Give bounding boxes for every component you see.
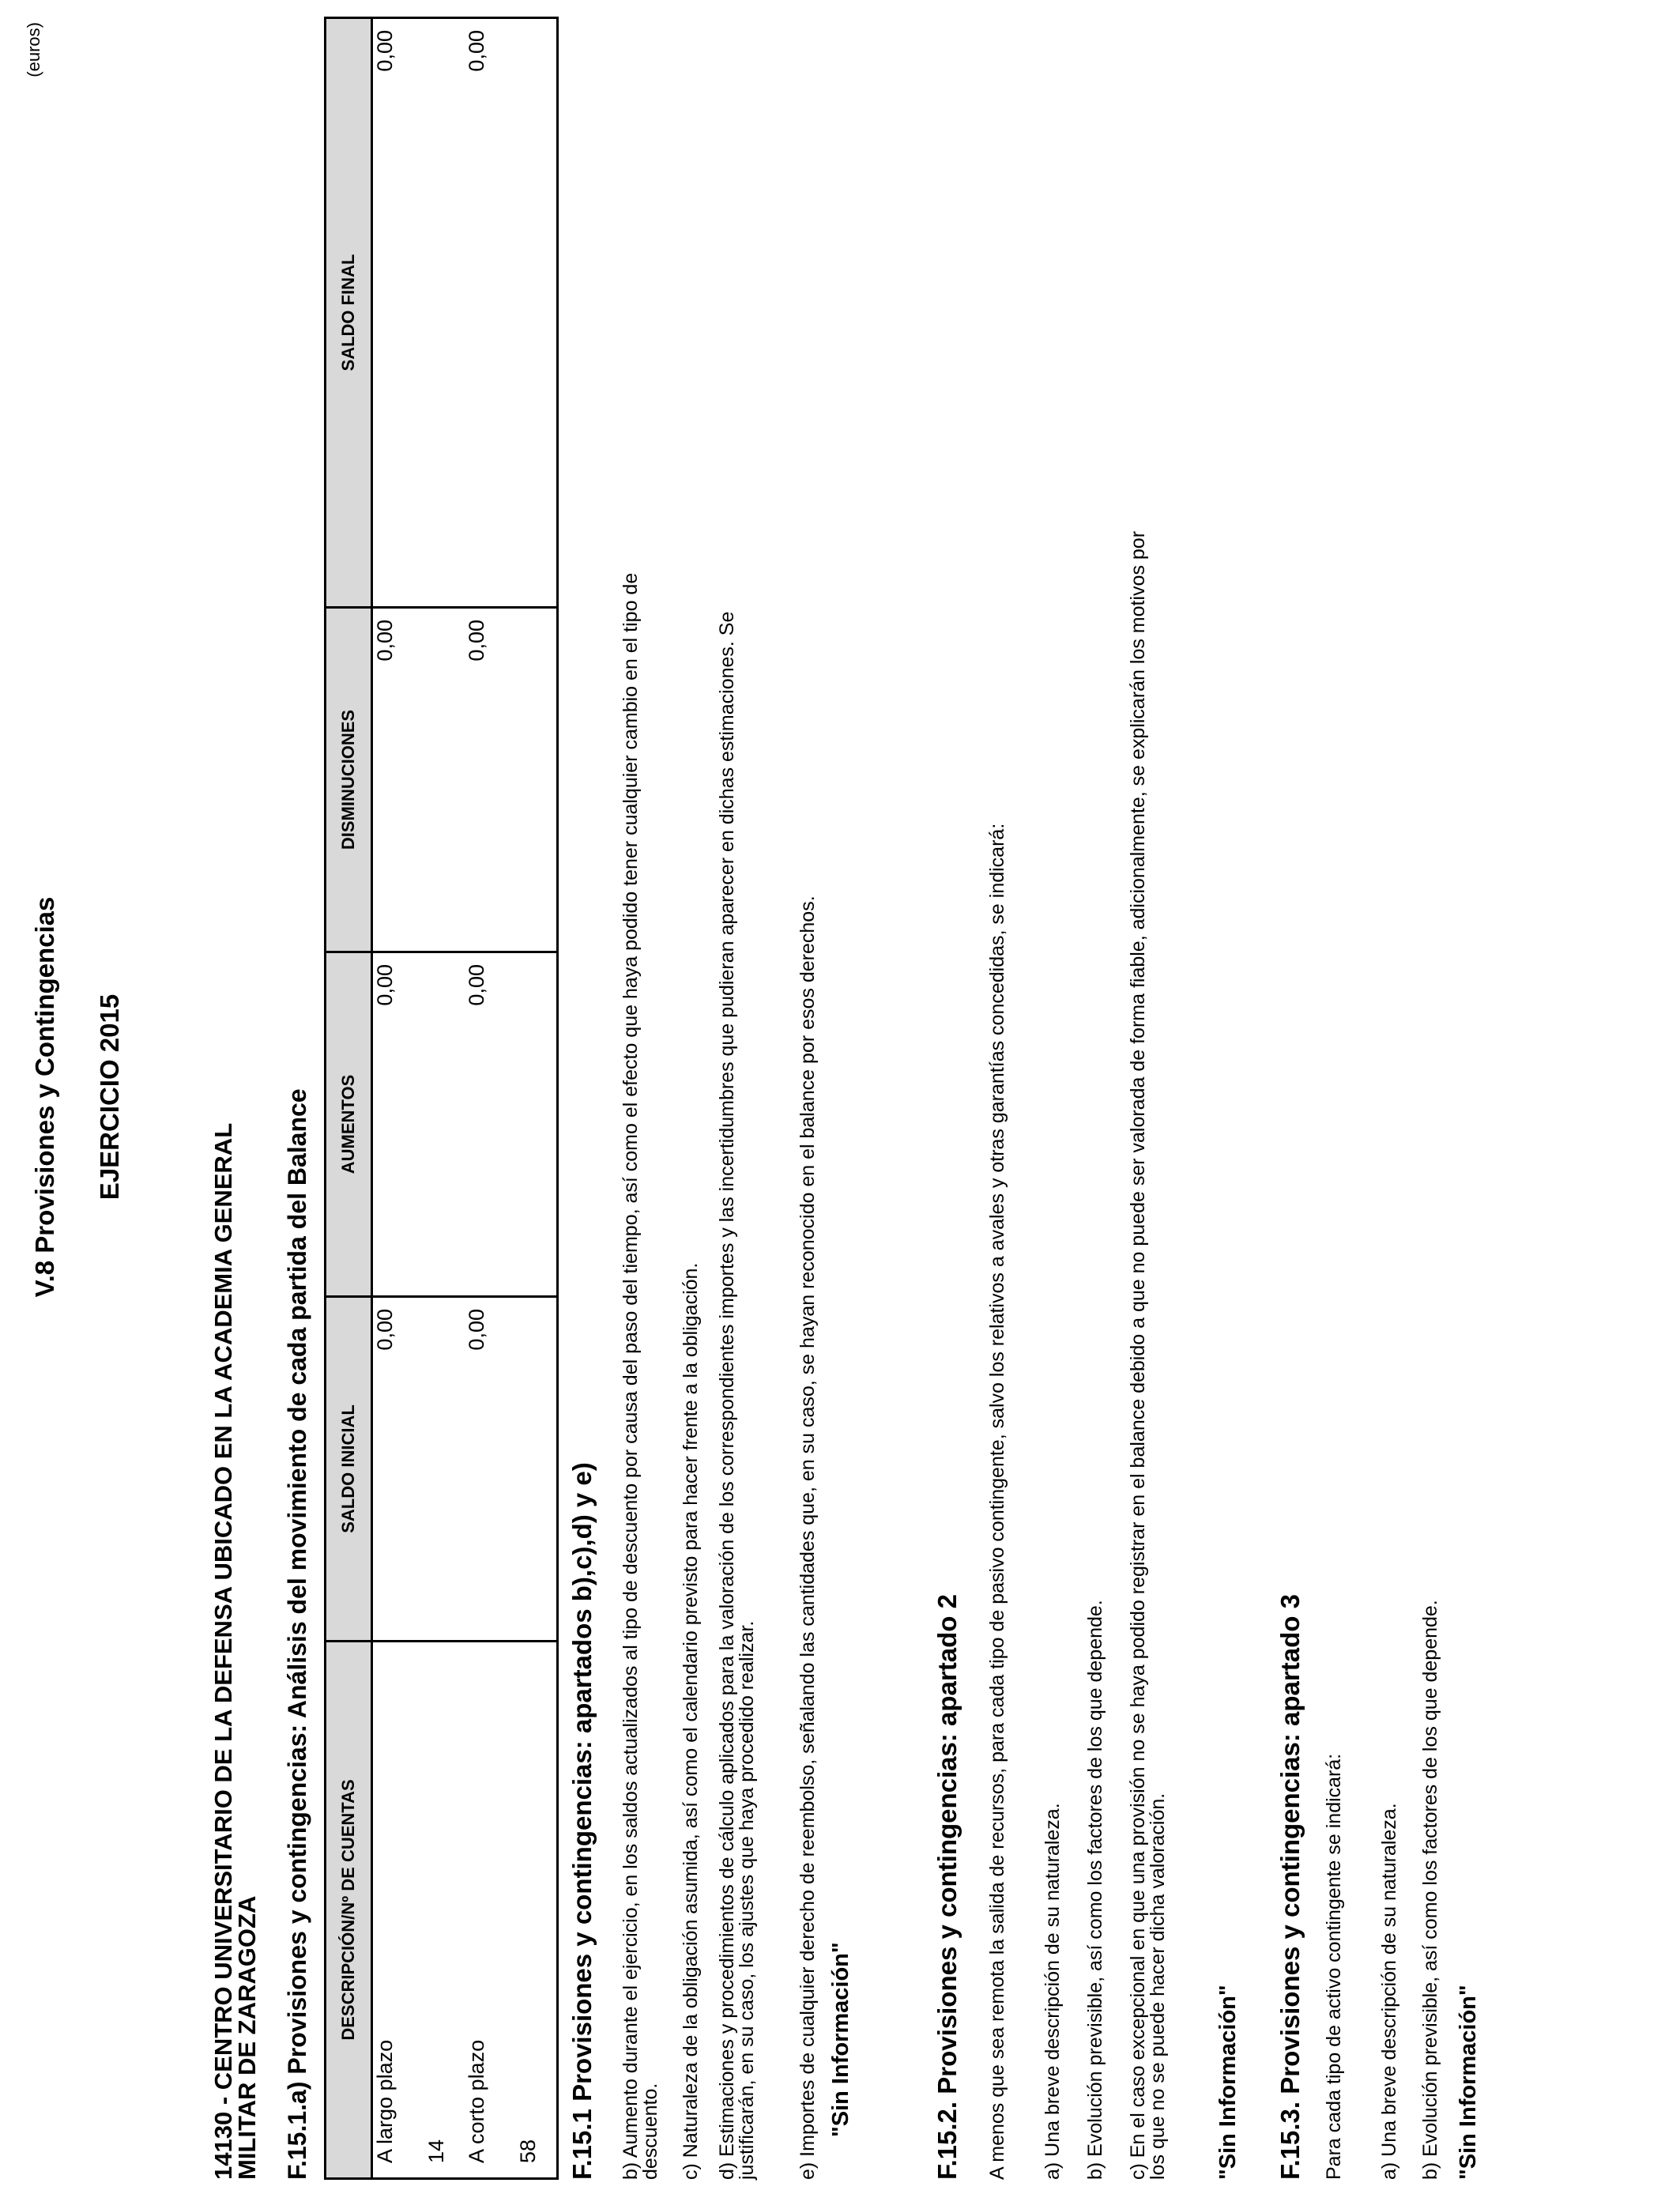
paragraph-3a: a) Una breve descripción de su naturaleza. [1378, 1803, 1400, 2180]
section-heading-f15-1: F.15.1 Provisiones y contingencias: apartados b),c),d) y e) [567, 1462, 597, 2180]
paragraph-2b: b) Evolución previsible, así como los factores de los que depende. [1084, 1600, 1106, 2180]
paragraph-e: e) Importes de cualquier derecho de reembolso, señalando las cantidades que, en su caso, se hayan reconocido en el balance por esos derechos. [797, 895, 819, 2180]
sin-informacion-1: "Sin Información" [828, 1942, 853, 2137]
paragraph-intro-3: Para cada tipo de activo contingente se indicará: [1323, 1753, 1345, 2180]
paragraph-b-line-2: descuento. [639, 2083, 661, 2180]
table-row [465, 18, 558, 2179]
row-account-number: 14 [424, 2139, 448, 2163]
provisions-movement-table [324, 17, 559, 2180]
paragraph-d-line-2: justificarán, en su caso, los ajustes que haya procedido realizar. [736, 1620, 758, 2180]
paragraph-b [621, 46, 661, 2180]
table-row [372, 18, 465, 2179]
table-header-row [326, 18, 372, 2179]
paragraph-d [718, 46, 757, 2180]
paragraph-2c-line-2: los que no se puede hacer dicha valoración. [1147, 1793, 1169, 2180]
cell-saldo-inicial: 0,00 [372, 1297, 465, 1642]
col-header-saldo-inicial: SALDO INICIAL [326, 1297, 372, 1642]
paragraph-c: c) Naturaleza de la obligación asumida, así como el calendario previsto para hacer frente a la obligación. [680, 1262, 702, 2180]
entity-name [209, 678, 261, 2180]
row-account-number: 58 [516, 2139, 540, 2163]
entity-name-line-2: MILITAR DE ZARAGOZA [233, 1895, 261, 2180]
document-title: V.8 Provisiones y Contingencias [30, 896, 59, 1298]
paragraph-d-line-1: d) Estimaciones y procedimientos de cálculo aplicados para la valoración de los correspondientes importes y las incertidumbres que pudieran aparecer en dichas estimaciones. Se [716, 611, 738, 2180]
row-label: A corto plazo [465, 2039, 488, 2163]
row-label: A largo plazo [373, 2039, 397, 2163]
sin-informacion-3: "Sin Información" [1456, 1985, 1481, 2180]
paragraph-3b: b) Evolución previsible, así como los factores de los que depende. [1419, 1600, 1441, 2180]
sin-informacion-2: "Sin Información" [1215, 1985, 1241, 2180]
row-description [372, 1642, 465, 2179]
cell-saldo-final: 0,00 [465, 18, 558, 608]
cell-aumentos: 0,00 [465, 952, 558, 1297]
cell-disminuciones: 0,00 [372, 608, 465, 952]
cell-aumentos: 0,00 [372, 952, 465, 1297]
cell-disminuciones: 0,00 [465, 608, 558, 952]
currency-unit: (euros) [24, 22, 43, 77]
section-heading-f15-3: F.15.3. Provisiones y contingencias: apartado 3 [1275, 1594, 1305, 2180]
col-header-saldo-final: SALDO FINAL [326, 18, 372, 608]
col-header-description: DESCRIPCIÓN/Nº DE CUENTAS [326, 1642, 372, 2179]
paragraph-2a: a) Una breve descripción de su naturaleza. [1042, 1803, 1064, 2180]
table-heading: F.15.1.a) Provisiones y contingencias: Análisis del movimiento de cada partida del Balance [283, 1088, 311, 2180]
paragraph-b-line-1: b) Aumento durante el ejercicio, en los saldos actualizados al tipo de descuento por causa del paso del tiempo, así como el efecto que haya podido tener cualquier cambio en el tipo de [620, 572, 642, 2180]
cell-saldo-inicial: 0,00 [465, 1297, 558, 1642]
paragraph-2c-line-1: c) En el caso excepcional en que una provisión no se haya podido registrar en el balance debido a que no puede ser valorada de forma fiable, adicionalmente, se explicarán los motivos por [1127, 530, 1149, 2180]
col-header-disminuciones: DISMINUCIONES [326, 608, 372, 952]
row-description [465, 1642, 558, 2179]
section-heading-f15-2: F.15.2. Provisiones y contingencias: apartado 2 [932, 1594, 962, 2180]
cell-saldo-final: 0,00 [372, 18, 465, 608]
paragraph-2c [1128, 46, 1168, 2180]
exercise-year: EJERCICIO 2015 [95, 993, 124, 1201]
col-header-aumentos: AUMENTOS [326, 952, 372, 1297]
paragraph-intro-2: A menos que sea remota la salida de recursos, para cada tipo de pasivo contingente, salvo los relativos a avales y otras garantías concedidas, se indicará: [986, 823, 1008, 2180]
entity-name-line-1: 14130 - CENTRO UNIVERSITARIO DE LA DEFENSA UBICADO EN LA ACADEMIA GENERAL [209, 1122, 237, 2180]
